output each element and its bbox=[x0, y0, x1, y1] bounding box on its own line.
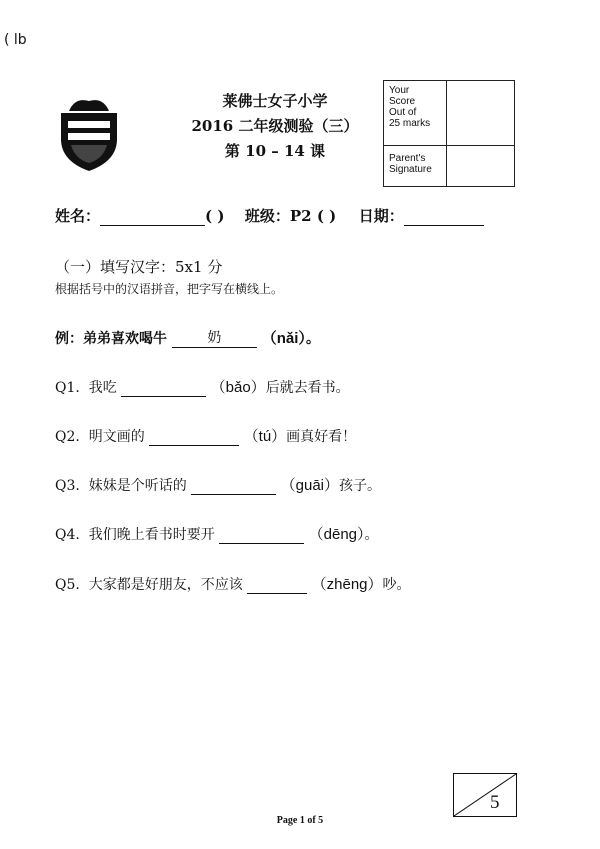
name-label: 姓名： bbox=[55, 207, 101, 225]
handwritten-margin-note: ( lb bbox=[4, 32, 27, 48]
lessons-range: 第 10 – 14 课 bbox=[224, 142, 326, 160]
question-number: Q4. bbox=[55, 527, 80, 543]
question-number: Q3. bbox=[55, 478, 80, 494]
parent-signature-label: Parent's Signature bbox=[389, 153, 432, 175]
date-field[interactable] bbox=[404, 225, 484, 226]
class-label: 班级：P2 ( ) bbox=[244, 207, 337, 225]
question-row: Q5. 大家都是好朋友，不应该 （zhēng）吵。 bbox=[55, 576, 411, 593]
diagonal-divider-icon bbox=[454, 774, 516, 816]
score-box bbox=[383, 80, 515, 187]
test-title: 2016 二年级测验（三） bbox=[191, 117, 359, 135]
school-name: 莱佛士女子小学 bbox=[222, 92, 328, 110]
section-heading: （一）填写汉字：5x1 分 bbox=[55, 258, 223, 276]
question-pinyin: （tú） bbox=[243, 428, 287, 445]
question-number: Q1. bbox=[55, 380, 80, 396]
question-pinyin: （guāi） bbox=[280, 477, 340, 494]
question-row: Q4. 我们晚上看书时要开 （dēng）。 bbox=[55, 526, 379, 543]
section-score-box bbox=[453, 773, 517, 817]
student-info-row bbox=[55, 205, 535, 226]
section-total-marks: 5 bbox=[490, 792, 500, 813]
score-label: Your Score Out of 25 marks bbox=[389, 85, 431, 129]
question-pinyin: （zhēng） bbox=[311, 576, 383, 593]
question-row: Q3. 妹妹是个听话的 （guāi）孩子。 bbox=[55, 477, 382, 494]
school-crest-icon bbox=[55, 95, 123, 175]
name-field[interactable] bbox=[100, 225, 205, 226]
answer-blank[interactable] bbox=[247, 593, 307, 594]
question-pinyin: （dēng） bbox=[308, 526, 365, 543]
page-number: Page 1 of 5 bbox=[276, 815, 324, 826]
register-number-field[interactable]: ( ) bbox=[205, 207, 225, 225]
date-label: 日期： bbox=[358, 207, 404, 225]
example-row: 例：弟弟喜欢喝牛 奶 （nǎi）。 bbox=[55, 327, 320, 348]
example-answer: 奶 bbox=[172, 327, 257, 348]
question-number: Q2. bbox=[55, 429, 80, 445]
question-pinyin: （bǎo） bbox=[210, 379, 266, 396]
answer-blank[interactable] bbox=[191, 494, 276, 495]
question-row: Q1. 我吃 （bǎo）后就去看书。 bbox=[55, 379, 350, 396]
question-row: Q2. 明文画的 （tú）画真好看！ bbox=[55, 428, 357, 445]
example-pinyin: （nǎi） bbox=[261, 330, 306, 347]
answer-blank[interactable] bbox=[219, 543, 304, 544]
section-instruction: 根据括号中的汉语拼音，把字写在横线上。 bbox=[55, 282, 284, 296]
answer-blank[interactable] bbox=[121, 396, 206, 397]
question-number: Q5. bbox=[55, 577, 80, 593]
answer-blank[interactable] bbox=[149, 445, 239, 446]
example-prefix: 例：弟弟喜欢喝牛 bbox=[55, 331, 167, 347]
